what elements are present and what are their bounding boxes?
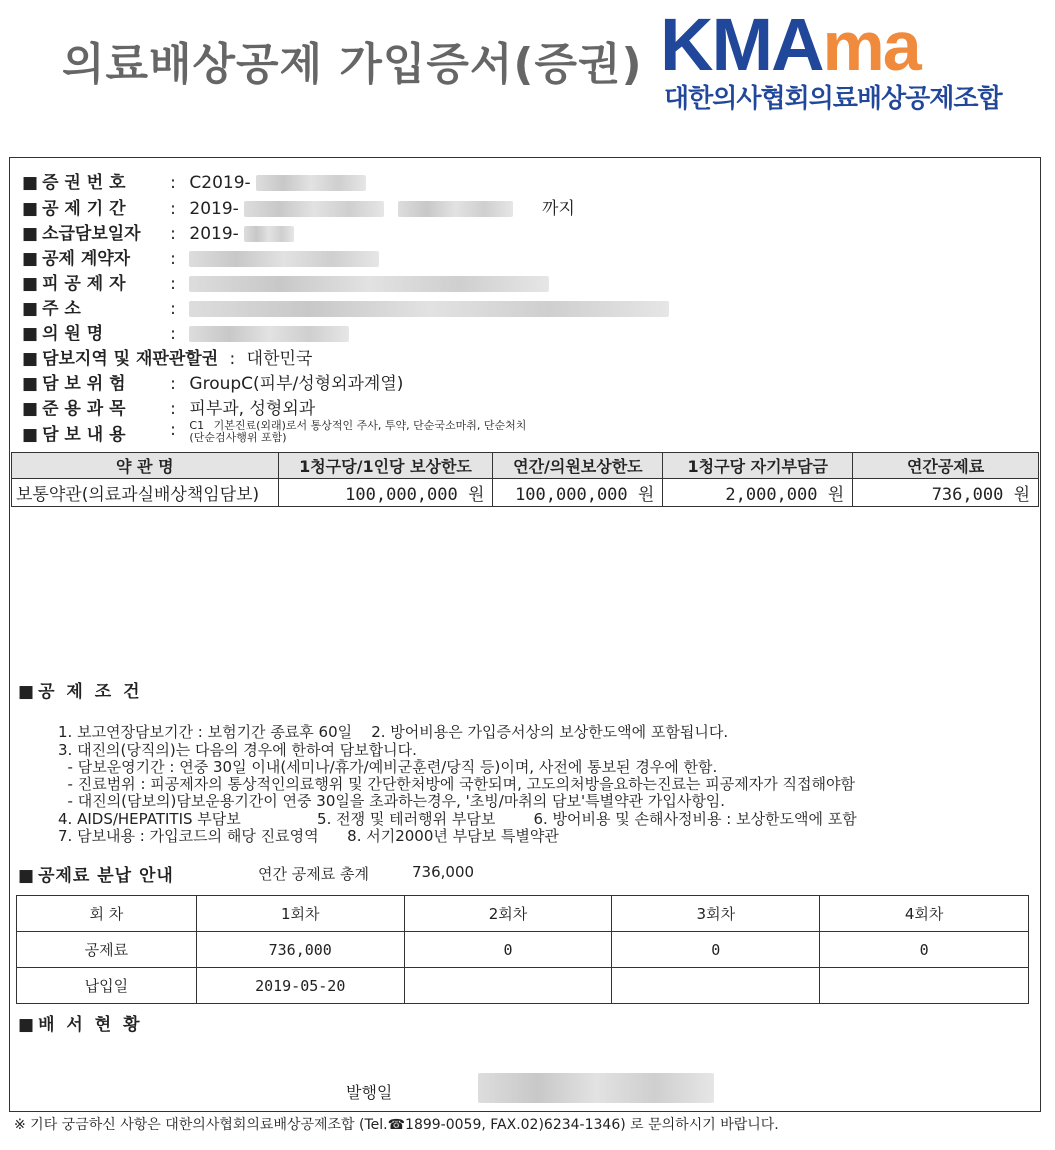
endorsement-title: ■ 배 서 현 황: [18, 1010, 143, 1035]
logo-subtitle: 대한의사협회의료배상공제조합: [664, 84, 1002, 114]
field-address: ■ 주 소 :: [22, 294, 669, 319]
period-suffix: 까지: [542, 199, 575, 219]
logo-text-ma: ma: [822, 7, 920, 85]
field-risk: ■ 담 보 위 험 : GroupC(피부/성형외과계열): [22, 369, 403, 394]
field-value: GroupC(피부/성형외과계열): [189, 374, 404, 394]
certificate-title: 의료배상공제 가입증서(증권): [62, 39, 643, 90]
coverage-table: [11, 452, 1039, 507]
redacted-block: [478, 1073, 714, 1103]
condition-line: 1. 보고연장담보기간 : 보험기간 종료후 60일 2. 방어비용은 가입증서상의 보상한도액에 포함됩니다.: [58, 723, 729, 741]
round-label: 4회차: [820, 896, 1029, 932]
field-label: ■ 증 권 번 호: [22, 168, 162, 193]
issue-date-label: 발행일: [346, 1083, 393, 1102]
field-value: 2019-: [189, 224, 239, 244]
coverage-desc-line1: 기본진료(외래)로서 통상적인 주사, 투약, 단순국소마취, 단순처치: [213, 419, 527, 432]
paydate-cell: 2019-05-20: [196, 968, 404, 1004]
row-header: 공제료: [17, 932, 197, 968]
field-label: ■ 담 보 위 험: [22, 369, 162, 394]
round-label: 1회차: [196, 896, 404, 932]
coverage-desc-line2: (단순검사행위 포함): [189, 431, 287, 444]
footer-note: ※ 기타 궁금하신 사항은 대한의사협회의료배상공제조합 (Tel.☎1899-0059, FAX.02)6234-1346) 로 문의하시기 바랍니다.: [14, 1117, 779, 1133]
column-header: 1청구당/1인당 보상한도: [278, 453, 493, 479]
deductible: 2,000,000 원: [663, 479, 853, 507]
column-header: 약 관 명: [12, 453, 279, 479]
premium-cell: 0: [820, 932, 1029, 968]
field-label: ■ 담보지역 및 재판관할권: [22, 344, 218, 369]
condition-line: 7. 담보내용 : 가입코드의 해당 진료영역 8. 서기2000년 부담보 특별약관: [58, 827, 559, 845]
redacted-block: [244, 226, 294, 242]
installment-title: ■ 공제료 분납 안내: [18, 861, 174, 886]
condition-line: - 대진의(담보의)담보운용기간이 연중 30일을 초과하는경우, '초빙/마취의 담보'특별약관 가입사항임.: [58, 792, 726, 810]
field-label: ■ 의 원 명: [22, 319, 162, 344]
row-header: 납입일: [17, 968, 197, 1004]
installment-total-value: 736,000: [412, 863, 475, 881]
field-contractor: ■ 공제 계약자 :: [22, 244, 379, 269]
redacted-block: [398, 201, 513, 217]
redacted-block: [189, 251, 379, 267]
table-row: [12, 479, 1039, 507]
field-retro-date: ■ 소급담보일자 : 2019-: [22, 219, 294, 244]
round-label: 2회차: [404, 896, 612, 932]
annual-limit: 100,000,000 원: [493, 479, 663, 507]
round-label: 3회차: [612, 896, 820, 932]
column-header: 1청구당 자기부담금: [663, 453, 853, 479]
condition-line: - 담보운영기간 : 연중 30일 이내(세미나/휴가/예비군훈련/당직 등)이며, 사전에 통보된 경우에 한함.: [58, 758, 718, 776]
field-label: ■ 피 공 제 자: [22, 269, 162, 294]
field-label: ■ 공제 계약자: [22, 244, 162, 269]
redacted-block: [256, 175, 366, 191]
coverage-code: C1: [189, 419, 205, 432]
field-period: ■ 공 제 기 간 : 2019- 까지: [22, 194, 575, 219]
paydate-cell: [404, 968, 612, 1004]
condition-line: - 진료범위 : 피공제자의 통상적인의료행위 및 간단한처방에 국한되며, 고도의처방을요하는진료는 피공제자가 직접해야함: [58, 775, 855, 793]
table-row: [17, 896, 1029, 932]
field-value: C2019-: [189, 173, 251, 193]
installment-table: [16, 895, 1029, 1004]
premium-cell: 0: [404, 932, 612, 968]
premium-cell: 0: [612, 932, 820, 968]
redacted-block: [189, 276, 549, 292]
redacted-block: [189, 326, 349, 342]
field-coverage: ■ 담 보 내 용 : C1 기본진료(외래)로서 통상적인 주사, 투약, 단순국소마취, 단순처치 (단순검사행위 포함): [22, 420, 526, 445]
table-row: [17, 932, 1029, 968]
column-header: 연간/의원보상한도: [493, 453, 663, 479]
field-label: ■ 공 제 기 간: [22, 194, 162, 219]
field-label: ■ 준 용 과 목: [22, 394, 162, 419]
condition-line: 4. AIDS/HEPATITIS 부담보 5. 전쟁 및 테러행위 부담보 6. 방어비용 및 손해사정비용 : 보상한도액에 포함: [58, 810, 857, 828]
logo-text-kma: KMA: [660, 3, 823, 86]
annual-premium: 736,000 원: [853, 479, 1039, 507]
field-label: ■ 담 보 내 용: [22, 420, 162, 445]
condition-line: 3. 대진의(당직의)는 다음의 경우에 한하여 담보합니다.: [58, 741, 417, 759]
installment-total-label: 연간 공제료 총계: [258, 865, 369, 883]
field-insured: ■ 피 공 제 자 :: [22, 269, 549, 294]
redacted-block: [189, 301, 669, 317]
field-label: ■ 주 소: [22, 294, 162, 319]
table-row: [17, 968, 1029, 1004]
field-subjects: ■ 준 용 과 목 : 피부과, 성형외과: [22, 394, 315, 419]
field-cert-no: ■ 증 권 번 호 : C2019-: [22, 168, 366, 193]
paydate-cell: [820, 968, 1029, 1004]
field-value: 대한민국: [246, 349, 313, 369]
kma-logo: [660, 3, 1002, 118]
redacted-block: [244, 201, 384, 217]
premium-cell: 736,000: [196, 932, 404, 968]
field-value: 2019-: [189, 199, 239, 219]
field-value: 피부과, 성형외과: [189, 399, 316, 419]
per-claim-limit: 100,000,000 원: [278, 479, 493, 507]
column-header: 연간공제료: [853, 453, 1039, 479]
coverage-table-header-row: [12, 453, 1039, 479]
paydate-cell: [612, 968, 820, 1004]
field-clinic: ■ 의 원 명 :: [22, 319, 349, 344]
logo-wordmark: [660, 3, 920, 86]
conditions-title: ■ 공 제 조 건: [18, 677, 143, 702]
field-jurisdiction: ■ 담보지역 및 재판관할권 : 대한민국: [22, 344, 312, 369]
policy-name: 보통약관(의료과실배상책임담보): [12, 479, 279, 507]
field-label: ■ 소급담보일자: [22, 219, 162, 244]
row-header: 회 차: [17, 896, 197, 932]
